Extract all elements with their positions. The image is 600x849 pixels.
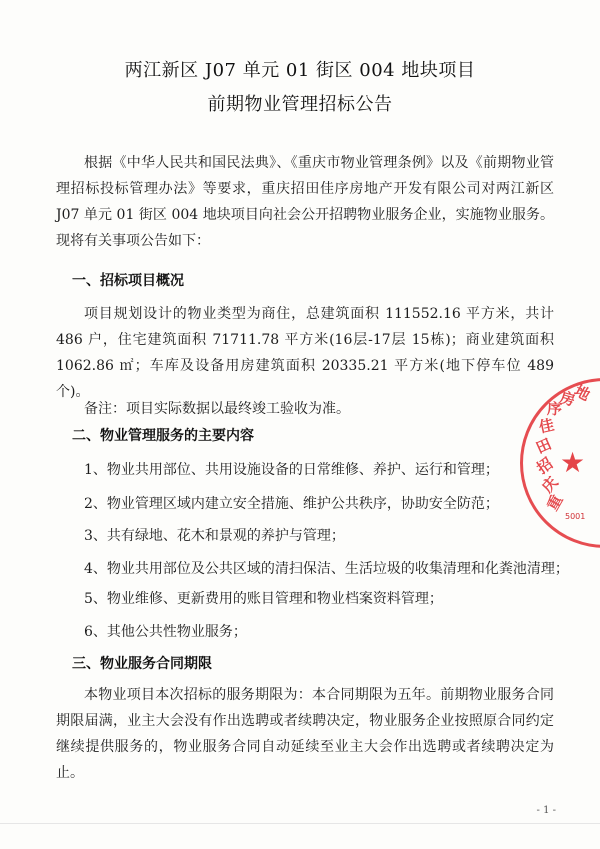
document-title-line1: 两江新区 J07 单元 01 街区 004 地块项目 bbox=[124, 60, 476, 81]
page-number: - 1 - bbox=[536, 805, 556, 816]
section1-heading: 一、招标项目概况 bbox=[72, 273, 184, 289]
seal-char: 田 bbox=[533, 434, 555, 458]
seal-star-icon: ★ bbox=[560, 446, 586, 479]
section2-heading: 二、物业管理服务的主要内容 bbox=[72, 428, 254, 444]
document-title-line2: 前期物业管理招标公告 bbox=[207, 94, 393, 115]
section3-block bbox=[56, 682, 554, 786]
list-item: 6、其他公共性物业服务； bbox=[84, 624, 247, 640]
list-item: 5、物业维修、更新费用的账目管理和物业档案资料管理； bbox=[84, 591, 443, 607]
seal-char: 地 bbox=[571, 381, 594, 405]
seal-char: 招 bbox=[533, 454, 557, 478]
intro-block bbox=[56, 150, 554, 254]
seal-char: 佳 bbox=[537, 415, 556, 437]
list-item: 4、物业共用部位及公共区域的清扫保洁、生活垃圾的收集清理和化粪池清理； bbox=[84, 561, 569, 577]
section3-paragraph: 本物业项目本次招标的服务期限为：本合同期限为五年。前期物业服务合同期限届满，业主大会没有作出选聘或者续聘决定，物业服务企业按照原合同约定继续提供服务的，物业服务合同自动延续至业主大会作出选聘或者续聘决定为止。 bbox=[56, 687, 554, 781]
seal-char: 重 bbox=[543, 491, 567, 514]
seal-number: 5001 bbox=[565, 512, 586, 521]
section1-block bbox=[56, 301, 554, 405]
section1-paragraph: 项目规划设计的物业类型为商住，总建筑面积 111552.16 平方米，共计 486 户，住宅建筑面积 71711.78 平方米(16层-17层 15栋)；商业建筑面积 1062.86 ㎡；车库及设备用房建筑面积 20335.21 平方米(地下停车位 489 个)。 bbox=[56, 306, 554, 400]
list-item: 3、共有绿地、花木和景观的养护与管理； bbox=[84, 528, 345, 544]
section3-heading: 三、物业服务合同期限 bbox=[72, 656, 212, 672]
seal-char: 庆 bbox=[538, 473, 562, 497]
section1-note: 备注：项目实际数据以最终竣工验收为准。 bbox=[84, 401, 350, 417]
seal-char: 序 bbox=[546, 399, 563, 419]
divider bbox=[0, 823, 600, 824]
list-item: 1、物业共用部位、共用设施设备的日常维修、养护、运行和管理； bbox=[84, 462, 499, 478]
list-item: 2、物业管理区域内建立安全措施、维护公共秩序，协助安全防范； bbox=[84, 496, 499, 512]
intro-paragraph: 根据《中华人民共和国民法典》、《重庆市物业管理条例》以及《前期物业管理招标投标管理办法》等要求，重庆招田佳序房地产开发有限公司对两江新区 J07 单元 01 街区 004 地块项目向社会公开招聘物业服务企业，实施物业服务。现将有关事项公告如下： bbox=[56, 155, 554, 249]
seal-char: 房 bbox=[557, 388, 578, 410]
